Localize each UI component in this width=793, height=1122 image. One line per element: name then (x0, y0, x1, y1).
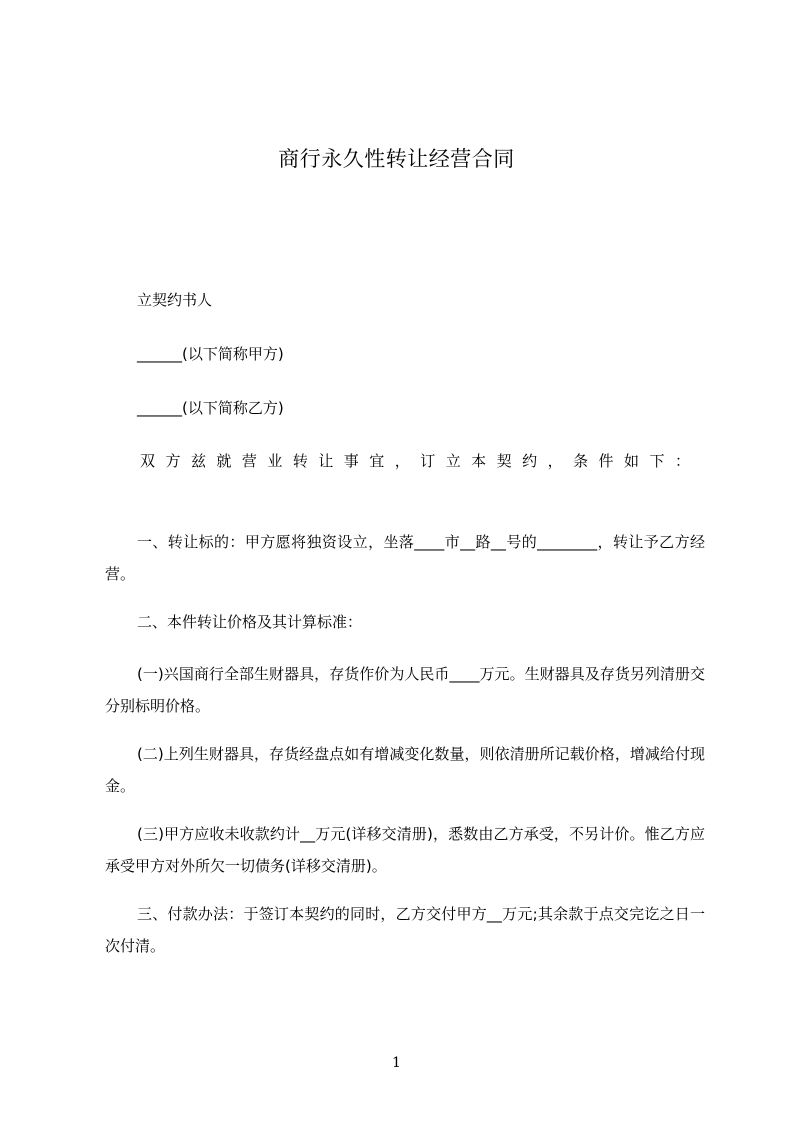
party-a-line: ______(以下简称甲方) (137, 345, 284, 363)
clause-price-heading: 二、本件转让价格及其计算标准： (137, 613, 363, 631)
clause-price-item-3: (三)甲方应收未收款约计__万元(详移交清册)，悉数由乙方承受，不另计价。惟乙方应承受甲方对外所欠一切债务(详移交清册)。 (105, 825, 705, 875)
clause-price-item-2: (二)上列生财器具，存货经盘点如有增减变化数量，则依清册所记载价格，增减给付现金。 (105, 745, 705, 795)
clause-payment: 三、付款办法：于签订本契约的同时，乙方交付甲方__万元;其余款于点交完讫之日一次付清。 (105, 905, 705, 955)
signers-label: 立契约书人 (137, 291, 213, 309)
party-b-line: ______(以下简称乙方) (137, 399, 284, 417)
clause-price-item-1: (一)兴国商行全部生财器具，存货作价为人民币____万元。生财器具及存货另列清册交分别标明价格。 (105, 665, 705, 715)
document-title: 商行永久性转让经营合同 (278, 147, 515, 171)
intro-line: 双方兹就营业转让事宜，订立本契约，条件如下： (140, 452, 692, 470)
clause-transfer-subject: 一、转让标的：甲方愿将独资设立，坐落____市__路__号的________，转让予乙方经营。 (105, 533, 705, 583)
page-number: 1 (392, 1055, 401, 1071)
